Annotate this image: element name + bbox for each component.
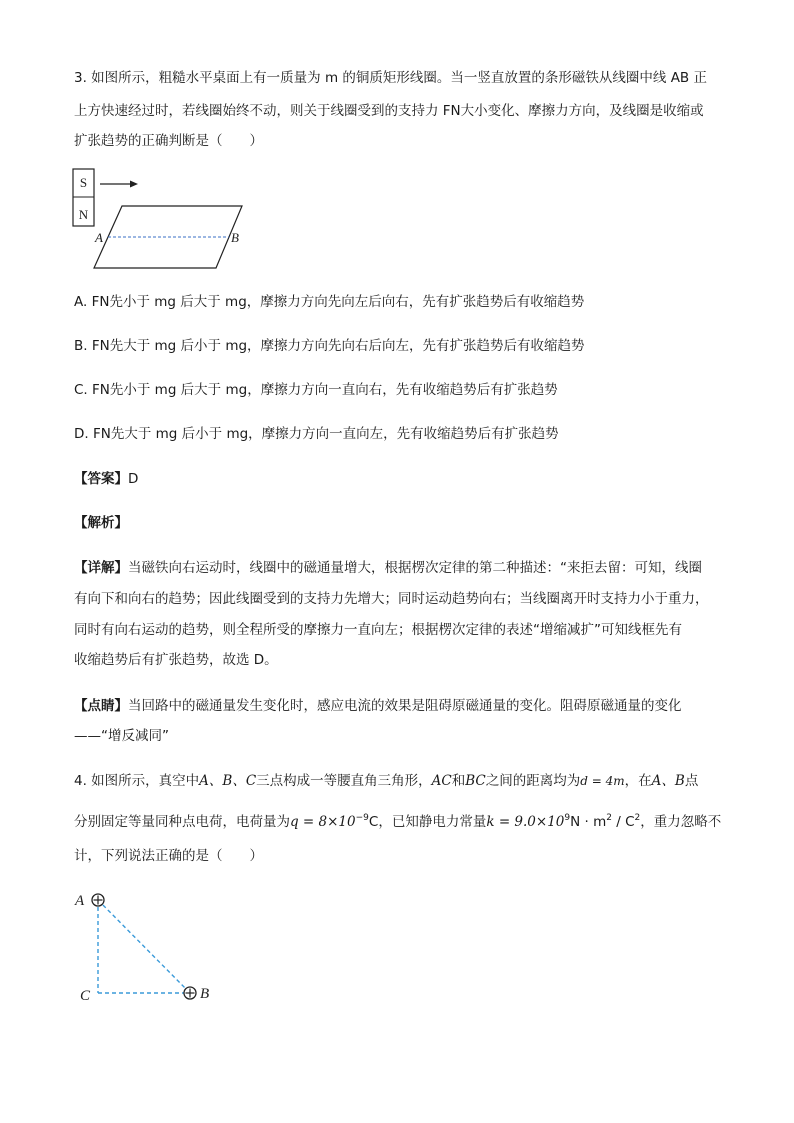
q3-option-c	[74, 380, 558, 400]
q4-charge: q = 8×10	[290, 814, 356, 830]
detail-label: 【详解】	[74, 560, 128, 576]
option-letter: A.	[74, 294, 88, 310]
option-text: FN先小于 mg 后大于 mg，摩擦力方向先向左后向右，先有扩张趋势后有收缩趋势	[91, 294, 585, 310]
q4-segment-bc: BC	[465, 773, 486, 789]
point-c-label: C	[80, 988, 91, 1004]
q4-constant: k = 9.0×10	[486, 814, 565, 830]
q4-stem-line-2	[74, 808, 721, 832]
q4-points-abc: A、B、C	[199, 773, 257, 789]
option-letter: D.	[74, 426, 89, 442]
q4-figure	[72, 886, 220, 1006]
q3-detail-line-4: 收缩趋势后有扩张趋势，故选 D。	[74, 652, 278, 668]
q4-unit: / C	[611, 814, 635, 830]
q3-option-a	[74, 292, 584, 312]
q4-text: 4. 如图所示，真空中	[74, 773, 200, 789]
q4-unit-exp: 2	[606, 813, 612, 823]
q3-figure	[70, 168, 250, 274]
tip-text: 当回路中的磁通量发生变化时，感应电流的效果是阻碍原磁通量的变化。阻碍原磁通量的变化	[128, 698, 682, 714]
q3-detail-line-1	[74, 558, 702, 578]
q4-text: 和	[451, 773, 466, 789]
detail-text: 当磁铁向右运动时，线圈中的磁通量增大，根据楞次定律的第二种描述：“来拒去留：可知，线圈	[128, 560, 702, 576]
q4-text: 三点构成一等腰直角三角形，	[256, 773, 432, 789]
q3-answer	[74, 469, 138, 489]
q4-charge-exp: −9	[355, 813, 369, 823]
segment-ab	[98, 900, 190, 993]
option-text: FN先小于 mg 后大于 mg，摩擦力方向一直向右，先有收缩趋势后有扩张趋势	[92, 382, 558, 398]
option-text: FN先大于 mg 后小于 mg，摩擦力方向一直向左，先有收缩趋势后有扩张趋势	[92, 426, 559, 442]
charge-b-plus-icon	[184, 987, 196, 999]
q3-detail-line-2: 有向下和向右的趋势；因此线圈受到的支持力先增大；同时运动趋势向右；当线圈离开时支持力小于重力，	[74, 591, 709, 607]
answer-label: 【答案】	[74, 471, 128, 487]
point-a-label: A	[95, 230, 103, 245]
q4-unit-exp: 2	[634, 813, 641, 823]
point-b-label: B	[200, 986, 210, 1002]
q3-stem-line-3: 扩张趋势的正确判断是（ ）	[74, 133, 263, 149]
q4-text: 分别固定等量同种点电荷，电荷量为	[74, 814, 290, 830]
q4-segment-ac: AC	[431, 773, 452, 789]
q3-detail-line-3: 同时有向右运动的趋势，则全程所受的摩擦力一直向左；根据楞次定律的表述“增缩减扩”可知线框先有	[74, 622, 682, 638]
magnet-n-label: N	[78, 207, 89, 222]
q4-text: C，已知静电力常量	[368, 814, 487, 830]
q4-text: ，在	[624, 773, 652, 789]
q4-unit: N · m	[570, 814, 607, 830]
q3-analysis-label: 【解析】	[74, 515, 128, 531]
q3-stem-line-2: 上方快速经过时，若线圈始终不动，则关于线圈受到的支持力 FN大小变化、摩擦力方向，及线圈是收缩或	[74, 103, 704, 119]
q3-option-d	[74, 424, 559, 444]
q4-text: 之间的距离均为	[485, 773, 581, 789]
magnet-s-label: S	[79, 175, 88, 190]
q4-constant-exp: 9	[564, 813, 571, 823]
answer-value: D	[128, 471, 139, 487]
q3-stem-line-1: 3. 如图所示，粗糙水平桌面上有一质量为 m 的铜质矩形线圈。当一竖直放置的条形磁铁从线圈中线 AB 正	[74, 70, 707, 86]
arrow-head-icon	[130, 181, 138, 188]
option-letter: C.	[74, 382, 88, 398]
q4-stem-line-1	[74, 771, 698, 791]
q3-option-b	[74, 336, 585, 356]
tip-label: 【点睛】	[74, 698, 128, 714]
q4-stem-line-3: 计，下列说法正确的是（ ）	[74, 848, 263, 864]
point-b-label: B	[231, 230, 239, 245]
q4-text: 点	[684, 773, 699, 789]
charge-a-plus-icon	[92, 894, 104, 906]
q4-distance: d = 4m	[580, 774, 625, 788]
option-letter: B.	[74, 338, 88, 354]
option-text: FN先大于 mg 后小于 mg，摩擦力方向先向右后向左，先有扩张趋势后有收缩趋势	[91, 338, 585, 354]
q4-text: ，重力忽略不	[640, 814, 722, 830]
q4-points-ab: A、B	[651, 773, 685, 789]
q3-tip-line-1	[74, 696, 682, 716]
q3-tip-line-2: ——“增反减同”	[74, 728, 169, 744]
point-a-label: A	[75, 893, 85, 909]
